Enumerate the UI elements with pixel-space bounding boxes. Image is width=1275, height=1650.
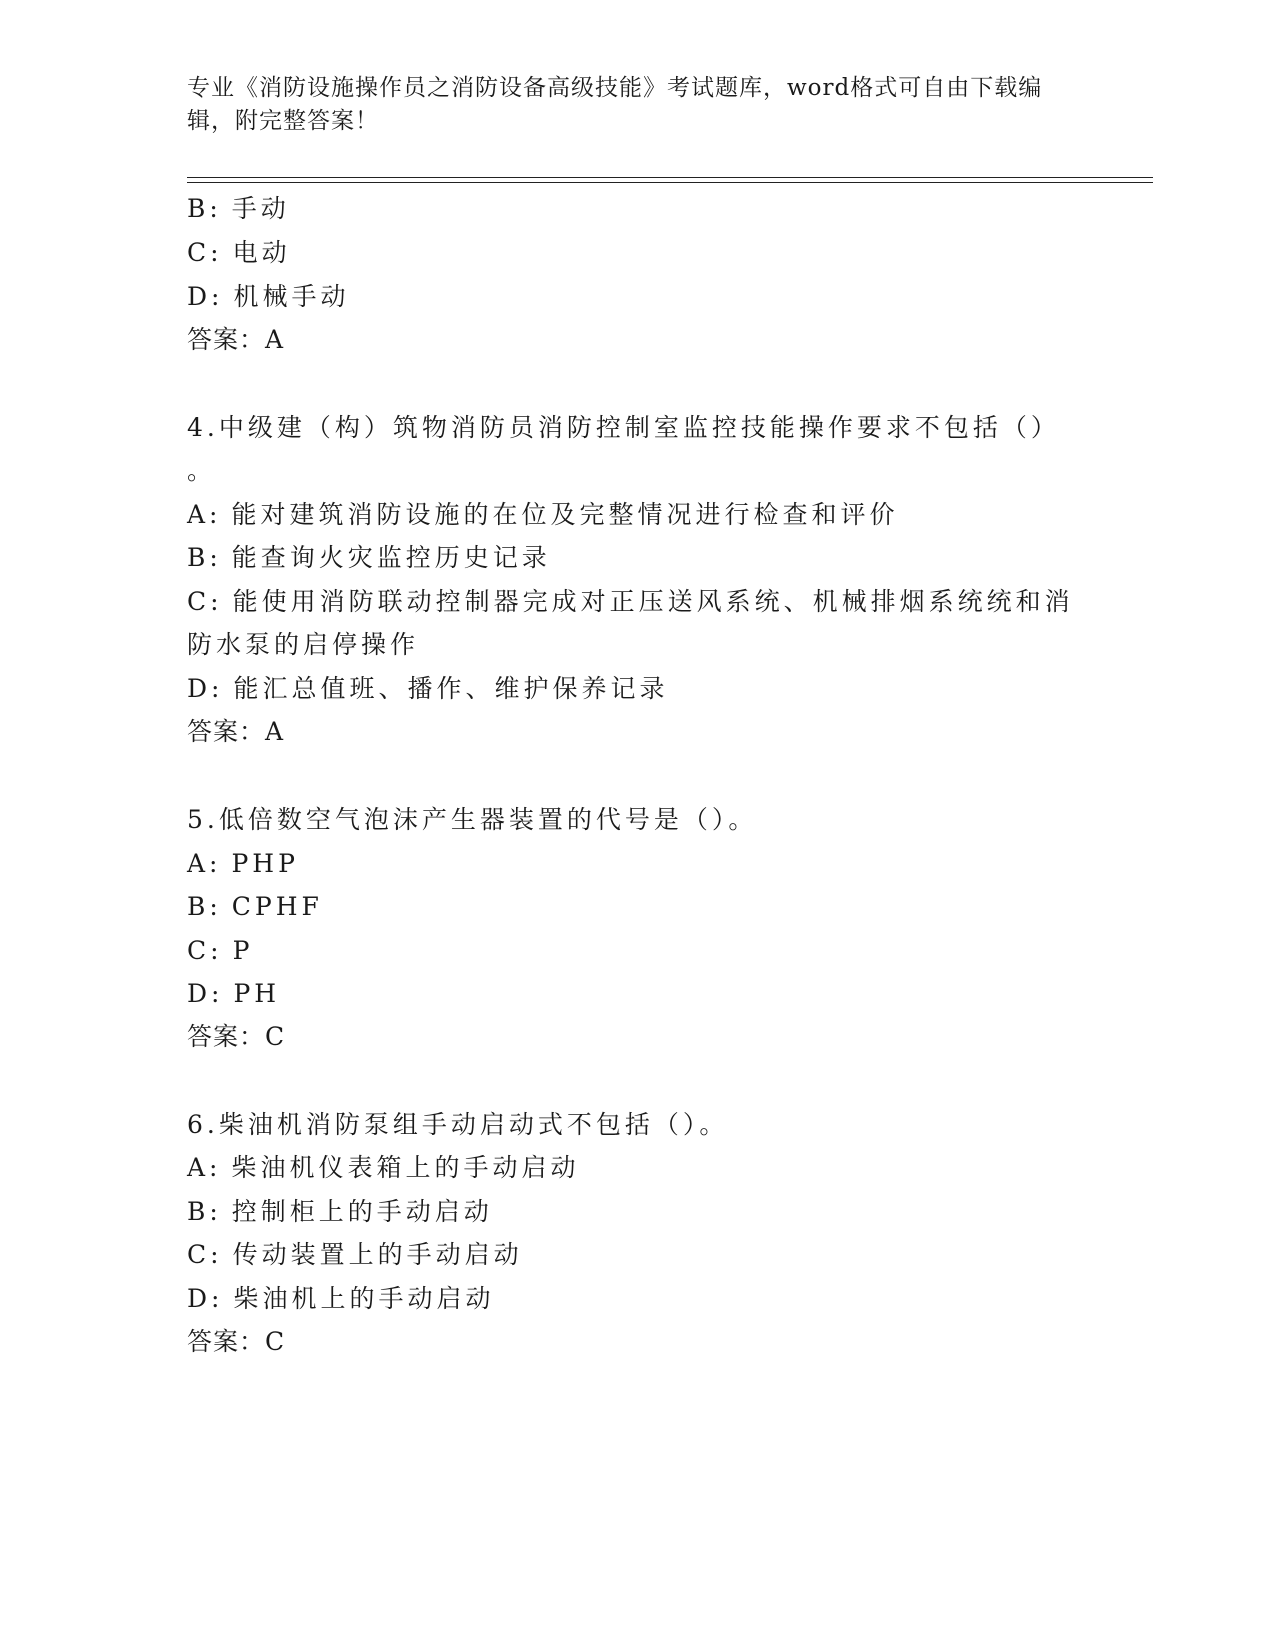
q5-option-c: C: P: [187, 936, 254, 965]
q6-option-d: D: 柴油机上的手动启动: [187, 1284, 495, 1313]
header-line-1: 专业《消防设施操作员之消防设备高级技能》考试题库，word格式可自由下载编: [187, 75, 1043, 101]
q3-answer: 答案：A: [187, 325, 285, 354]
q4-stem-line-2: 。: [187, 456, 217, 485]
q5-option-b: B: CPHF: [187, 892, 323, 921]
q5-option-d: D: PH: [187, 979, 281, 1008]
q3-option-c: C: 电动: [187, 238, 291, 267]
q6-option-c: C: 传动装置上的手动启动: [187, 1240, 523, 1269]
q4-option-d: D: 能汇总值班、播作、维护保养记录: [187, 674, 669, 703]
header-divider-top: [187, 177, 1153, 178]
q6-option-b: B: 控制柜上的手动启动: [187, 1197, 493, 1226]
q6-stem: 6.柴油机消防泵组手动启动式不包括（）。: [187, 1110, 729, 1139]
header-line-2: 辑，附完整答案！: [187, 108, 379, 134]
q4-stem-line-1: 4.中级建（构）筑物消防员消防控制室监控技能操作要求不包括（）: [187, 413, 1060, 442]
q5-option-a: A: PHP: [187, 849, 299, 878]
q6-answer: 答案：C: [187, 1327, 286, 1356]
q4-option-a: A: 能对建筑消防设施的在位及完整情况进行检查和评价: [187, 500, 899, 529]
q5-answer: 答案：C: [187, 1022, 286, 1051]
q3-option-b: B: 手动: [187, 194, 290, 223]
header-divider-bottom: [187, 182, 1153, 183]
q4-answer: 答案：A: [187, 717, 285, 746]
q3-option-d: D: 机械手动: [187, 282, 350, 311]
q5-stem: 5.低倍数空气泡沫产生器装置的代号是（）。: [187, 805, 758, 834]
document-header: [187, 72, 1087, 138]
q4-option-b: B: 能查询火灾监控历史记录: [187, 543, 551, 572]
q4-option-c: C: 能使用消防联动控制器完成对正压送风系统、机械排烟系统统和消: [187, 587, 1074, 616]
q6-option-a: A: 柴油机仪表箱上的手动启动: [187, 1153, 580, 1182]
q4-option-c-continued: 防水泵的启停操作: [187, 630, 420, 659]
